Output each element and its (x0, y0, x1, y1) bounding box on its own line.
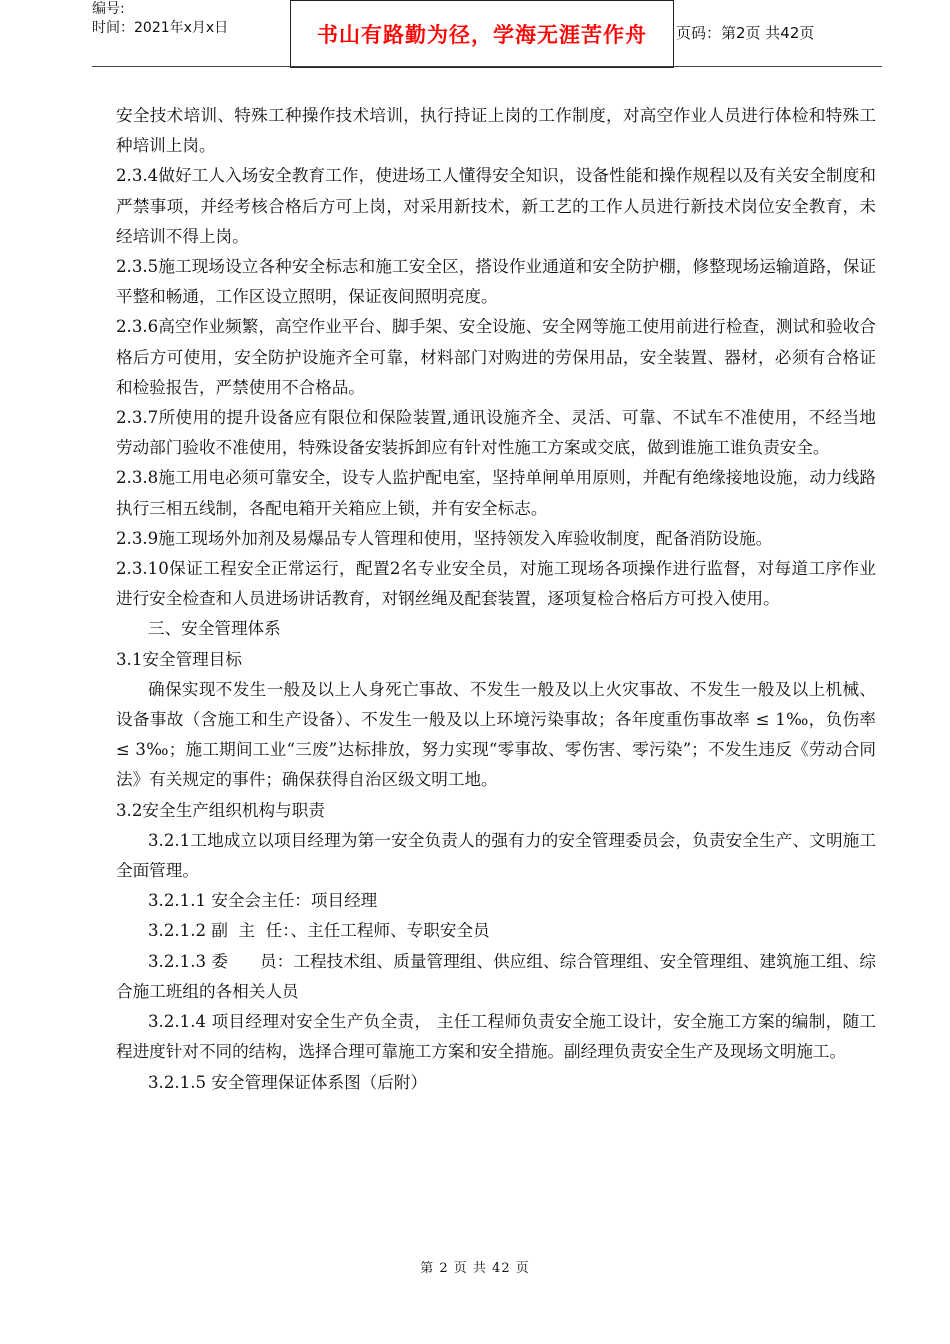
page-header (92, 0, 882, 66)
subsection-heading: 3.1安全管理目标 (116, 649, 242, 669)
list-item: 3.2.1.5 安全管理保证体系图（后附） (148, 1072, 428, 1092)
paragraph: 2.3.7所使用的提升设备应有限位和保险装置,通讯设施齐全、灵活、可靠、不试车不准使用，不经当地劳动部门验收不准使用，特殊设备安装拆卸应有针对性施工方案或交底，做到谁施工谁负责安全。 (116, 408, 876, 458)
paragraph: 2.3.10保证工程安全正常运行，配置2名专业安全员，对施工现场各项操作进行监督，对每道工序作业进行安全检查和人员进场讲话教育，对钢丝绳及配套装置，逐项复检合格后方可投入使用。 (116, 559, 876, 609)
paragraph: 安全技术培训、特殊工种操作技术培训，执行持证上岗的工作制度，对高空作业人员进行体检和特殊工种培训上岗。 (116, 106, 876, 156)
header-divider (92, 66, 882, 67)
motto-box (290, 0, 674, 68)
header-page-info: 页码：第2页 共42页 (676, 24, 815, 42)
page-footer: 第 2 页 共 42 页 (420, 1261, 530, 1276)
paragraph: 2.3.8施工用电必须可靠安全，设专人监护配电室，坚持单闸单用原则，并配有绝缘接地设施，动力线路执行三相五线制，各配电箱开关箱应上锁，并有安全标志。 (116, 468, 876, 518)
list-item: 3.2.1.4 项目经理对安全生产负全责， 主任工程师负责安全施工设计，安全施工方案的编制，随工程进度针对不同的结构，选择合理可靠施工方案和安全措施。副经理负责安全生产及现场文明施工。 (116, 1012, 876, 1062)
paragraph: 3.2.1工地成立以项目经理为第一安全负责人的强有力的安全管理委员会，负责安全生产、文明施工全面管理。 (116, 830, 876, 881)
motto-text: 书山有路勤为径，学海无涯苦作舟 (317, 23, 647, 47)
list-item: 3.2.1.2 副 主 任：、主任工程师、专职安全员 (148, 921, 490, 941)
header-meta (92, 0, 289, 62)
paragraph: 2.3.6高空作业频繁，高空作业平台、脚手架、安全设施、安全网等施工使用前进行检查，测试和验收合格后方可使用，安全防护设施齐全可靠，材料部门对购进的劳保用品，安全装置、器材，必须有合格证和检验报告，严禁使用不合格品。 (116, 317, 876, 397)
paragraph: 2.3.5施工现场设立各种安全标志和施工安全区，搭设作业通道和安全防护棚，修整现场运输道路，保证平整和畅通，工作区设立照明，保证夜间照明亮度。 (116, 257, 876, 307)
paragraph: 确保实现不发生一般及以上人身死亡事故、不发生一般及以上火灾事故、不发生一般及以上机械、设备事故（含施工和生产设备）、不发生一般及以上环境污染事故；各年度重伤事故率 ≤ 1‰，负伤率 ≤ 3‰；施工期间工业“三废”达标排放，努力实现“零事故、零伤害、零污染”；不发生违反《劳动合同法》有关规定的事件；确保获得自治区级文明工地。 (116, 679, 882, 790)
paragraph: 2.3.4做好工人入场安全教育工作，使进场工人懂得安全知识，设备性能和操作规程以及有关安全制度和严禁事项，并经考核合格后方可上岗，对采用新技术，新工艺的工作人员进行新技术岗位安全教育，未经培训不得上岗。 (116, 166, 876, 246)
paragraph: 2.3.9施工现场外加剂及易爆品专人管理和使用，坚持领发入库验收制度，配备消防设施。 (116, 528, 773, 548)
list-item: 3.2.1.1 安全会主任：项目经理 (148, 891, 378, 911)
document-number-label: 编号: (92, 1, 125, 17)
subsection-heading: 3.2安全生产组织机构与职责 (116, 800, 325, 820)
section-heading: 三、安全管理体系 (148, 619, 281, 639)
document-time: 时间：2021年x月x日 (92, 20, 229, 36)
document-body (116, 101, 882, 1098)
list-item: 3.2.1.3 委 员：工程技术组、质量管理组、供应组、综合管理组、安全管理组、建筑施工组、综合施工班组的各相关人员 (116, 951, 876, 1001)
